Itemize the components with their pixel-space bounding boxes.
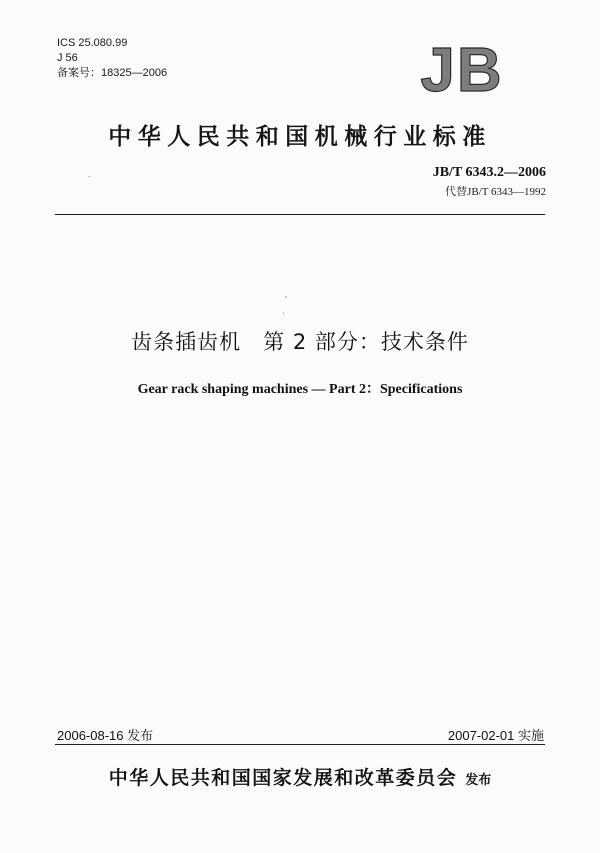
replaces-standard: 代替JB/T 6343—1992: [445, 186, 546, 198]
issuer-organization: 中华人民共和国国家发展和改革委员会: [108, 767, 458, 789]
bottom-divider: [55, 744, 545, 745]
document-title-en: Gear rack shaping machines — Part 2：Specifications: [137, 382, 463, 397]
record-number: 备案号：18325—2006: [57, 67, 168, 79]
jb-logo: [404, 41, 516, 95]
scan-speck: [88, 176, 91, 177]
issuer-line: [0, 763, 600, 790]
scan-speck: [285, 296, 287, 298]
logo-text: JB: [420, 41, 504, 95]
scan-speck: [283, 312, 284, 315]
document-title-cn: 齿条插齿机 第 2 部分：技术条件: [131, 330, 469, 354]
class-code: J 56: [57, 52, 78, 64]
top-divider: [55, 214, 545, 215]
standard-category-heading: 中华人民共和国机械行业标准: [108, 124, 492, 150]
ics-code: ICS 25.080.99: [57, 37, 128, 49]
issuer-suffix: 发布: [465, 773, 492, 788]
implementation-date: 2007-02-01 实施: [447, 728, 544, 743]
standard-number: JB/T 6343.2—2006: [432, 165, 546, 180]
issue-date: 2006-08-16 发布: [57, 728, 154, 743]
